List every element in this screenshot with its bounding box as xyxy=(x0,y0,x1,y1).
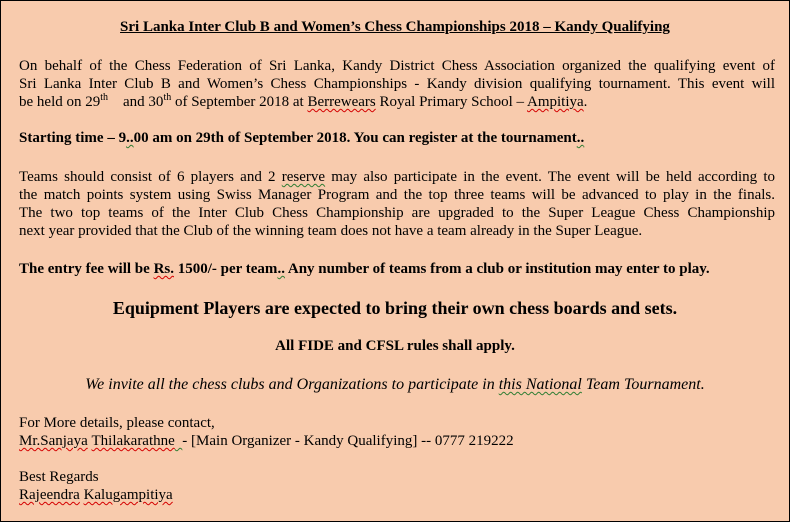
organizer-surname: Thilakarathne xyxy=(91,433,175,449)
contact-intro: For More details, please contact, xyxy=(19,415,215,431)
starting-time-dots: .. xyxy=(126,130,134,146)
teams-line-1-c: may also participate in the event. The event will be held according to xyxy=(325,169,776,185)
intro-month-text: of September 2018 at xyxy=(171,94,308,110)
contact-organizer xyxy=(19,432,514,450)
entry-fee-rest: Any number of teams from a club or institution may enter to play. xyxy=(284,261,710,277)
intro-line-2: Sri Lanka Inter Club B and Women’s Chess Championships - Kandy division qualifying tournament. This event will xyxy=(19,76,775,92)
superscript-th: th xyxy=(100,92,109,103)
organizer-details: - [Main Organizer - Kandy Qualifying] -- 0777 219222 xyxy=(182,433,514,449)
signatory-name xyxy=(19,486,173,504)
document-title: Sri Lanka Inter Club B and Women’s Chess Championships 2018 – Kandy Qualifying xyxy=(120,19,670,35)
reserve-word: reserve xyxy=(281,169,326,185)
teams-paragraph xyxy=(19,168,775,240)
entry-fee-dots: .. xyxy=(277,261,285,277)
teams-line-1 xyxy=(19,168,775,186)
teams-line-4: next year provided that the Club of the winning team does not have a team already in the Super League. xyxy=(19,223,643,239)
teams-line-3: The two top teams of the Inter Club Chess Championship are upgraded to the Super League Chess Championship xyxy=(19,205,775,221)
entry-fee-line xyxy=(19,260,775,278)
venue-place: Ampitiya xyxy=(526,94,584,110)
organizer-title-name: Mr.Sanjaya xyxy=(19,433,88,449)
starting-time-c: 00 am on 29th of September 2018. You can register at the tournament xyxy=(133,130,577,146)
entry-fee-a: The entry fee will be xyxy=(19,261,154,277)
superscript-th-2: th xyxy=(163,92,172,103)
intro-date-text-2: and 30 xyxy=(123,94,164,110)
venue-name: Berrewears xyxy=(307,94,376,110)
invitation-line xyxy=(1,375,789,395)
starting-time-paragraph xyxy=(19,129,775,147)
signatory-last-name: Kalugampitiya xyxy=(83,487,173,503)
entry-fee-paragraph xyxy=(19,260,775,278)
starting-time-a: Starting time – 9 xyxy=(19,130,127,146)
signature-block xyxy=(19,468,173,504)
equipment-note: Equipment Players are expected to bring their own chess boards and sets. xyxy=(112,298,678,318)
intro-end: . xyxy=(583,94,588,110)
regards-line: Best Regards xyxy=(19,469,99,485)
intro-date-text: be held on 29 xyxy=(19,94,101,110)
entry-fee-amount: 1500/- per team xyxy=(173,261,278,277)
intro-line-1: On behalf of the Chess Federation of Sri Lanka, Kandy District Chess Association organized the qualifying event of xyxy=(19,58,775,74)
invitation-national: this National xyxy=(498,376,582,393)
venue-school: Royal Primary School – xyxy=(375,94,527,110)
invitation-a: We invite all the chess clubs and Organizations to participate in xyxy=(85,376,499,393)
contact-block xyxy=(19,414,514,450)
teams-line-2: the match points system using Swiss Manager Program and the top three teams will be advanced to play in the finals. xyxy=(19,187,775,203)
rules-note: All FIDE and CFSL rules shall apply. xyxy=(275,338,515,354)
intro-line-3 xyxy=(19,93,775,111)
rupees-abbrev: Rs. xyxy=(153,261,174,277)
intro-paragraph xyxy=(19,57,775,111)
invitation-c: Team Tournament. xyxy=(581,376,705,393)
starting-time-end-dots: .. xyxy=(576,130,585,146)
teams-line-1-a: Teams should consist of 6 players and 2 xyxy=(19,169,282,185)
signatory-first-name: Rajeendra xyxy=(19,487,80,503)
starting-time-line xyxy=(19,129,775,147)
